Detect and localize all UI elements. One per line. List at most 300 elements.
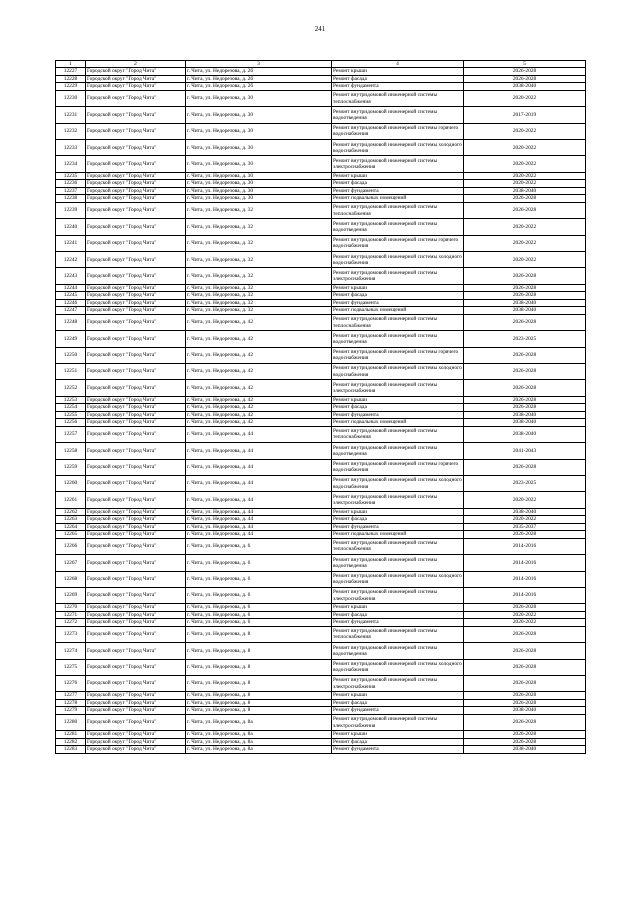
row-number-cell: 12258	[56, 443, 86, 459]
municipality-cell: Городской округ "Город Чита"	[86, 604, 186, 612]
period-cell: 2026-2028	[464, 699, 586, 707]
table-row	[56, 252, 586, 268]
period-cell: 2014-2016	[464, 571, 586, 587]
period-cell: 2026-2028	[464, 363, 586, 379]
table-row	[56, 516, 586, 524]
table-row	[56, 659, 586, 675]
period-cell: 2020-2022	[464, 219, 586, 235]
work-type-cell: Ремонт фундамента	[332, 707, 464, 715]
row-number-cell: 12283	[56, 746, 86, 754]
municipality-cell: Городской округ "Город Чита"	[86, 252, 186, 268]
work-type-cell: Ремонт внутридомовой инженерной системы электроснабжения	[332, 714, 464, 730]
work-type-cell: Ремонт внутридомовой инженерной системы горячего водоснабжения	[332, 347, 464, 363]
header-cell: 3	[186, 61, 332, 68]
period-cell: 2014-2016	[464, 555, 586, 571]
row-number-cell: 12270	[56, 604, 86, 612]
row-number-cell: 12255	[56, 411, 86, 419]
table-row	[56, 475, 586, 491]
municipality-cell: Городской округ "Город Чита"	[86, 475, 186, 491]
address-cell: г. Чита, ул. Недорезова, д. 44	[186, 459, 332, 475]
municipality-cell: Городской округ "Город Чита"	[86, 172, 186, 180]
period-cell: 2035-2037	[464, 523, 586, 531]
row-number-cell: 12227	[56, 68, 86, 76]
period-cell: 2038-2040	[464, 299, 586, 307]
row-number-cell: 12278	[56, 699, 86, 707]
municipality-cell: Городской округ "Город Чита"	[86, 380, 186, 396]
page-number: 241	[314, 25, 326, 33]
municipality-cell: Городской округ "Город Чита"	[86, 516, 186, 524]
table-row	[56, 626, 586, 642]
municipality-cell: Городской округ "Город Чита"	[86, 284, 186, 292]
work-type-cell: Ремонт фасада	[332, 292, 464, 300]
table-row	[56, 492, 586, 508]
work-type-cell: Ремонт фасада	[332, 180, 464, 188]
header-cell: 2	[86, 61, 186, 68]
row-number-cell: 12228	[56, 75, 86, 83]
address-cell: г. Чита, ул. Недорезова, д. 8	[186, 643, 332, 659]
address-cell: г. Чита, ул. Недорезова, д. 30	[186, 187, 332, 195]
address-cell: г. Чита, ул. Недорезова, д. 30	[186, 140, 332, 156]
header-cell: 5	[464, 61, 586, 68]
address-cell: г. Чита, ул. Недорезова, д. 2б	[186, 83, 332, 91]
address-cell: г. Чита, ул. Недорезова, д. 32	[186, 307, 332, 315]
work-type-cell: Ремонт внутридомовой инженерной системы водоотведения	[332, 555, 464, 571]
municipality-cell: Городской округ "Город Чита"	[86, 538, 186, 554]
table-row	[56, 707, 586, 715]
municipality-cell: Городской округ "Город Чита"	[86, 659, 186, 675]
address-cell: г. Чита, ул. Недорезова, д. 32	[186, 235, 332, 251]
work-type-cell: Ремонт внутридомовой инженерной системы электроснабжения	[332, 492, 464, 508]
work-type-cell: Ремонт фасада	[332, 699, 464, 707]
work-type-cell: Ремонт внутридомовой инженерной системы теплоснабжения	[332, 90, 464, 106]
table-row	[56, 508, 586, 516]
municipality-cell: Городской округ "Город Чита"	[86, 459, 186, 475]
table-row	[56, 523, 586, 531]
period-cell: 2038-2040	[464, 426, 586, 442]
row-number-cell: 12229	[56, 83, 86, 91]
work-type-cell: Ремонт крыши	[332, 731, 464, 739]
row-number-cell: 12282	[56, 738, 86, 746]
municipality-cell: Городской округ "Город Чита"	[86, 411, 186, 419]
table-row	[56, 314, 586, 330]
row-number-cell: 12230	[56, 90, 86, 106]
address-cell: г. Чита, ул. Недорезова, д. 8а	[186, 731, 332, 739]
address-cell: г. Чита, ул. Недорезова, д. 32	[186, 299, 332, 307]
row-number-cell: 12235	[56, 172, 86, 180]
municipality-cell: Городской округ "Город Чита"	[86, 419, 186, 427]
work-type-cell: Ремонт фундамента	[332, 523, 464, 531]
municipality-cell: Городской округ "Город Чита"	[86, 531, 186, 539]
table-row	[56, 404, 586, 412]
row-number-cell: 12256	[56, 419, 86, 427]
address-cell: г. Чита, ул. Недорезова, д. 44	[186, 426, 332, 442]
work-type-cell: Ремонт фундамента	[332, 411, 464, 419]
address-cell: г. Чита, ул. Недорезова, д. 8	[186, 692, 332, 700]
work-type-cell: Ремонт крыши	[332, 604, 464, 612]
municipality-cell: Городской округ "Город Чита"	[86, 219, 186, 235]
period-cell: 2026-2028	[464, 347, 586, 363]
work-type-cell: Ремонт внутридомовой инженерной системы горячего водоснабжения	[332, 459, 464, 475]
address-cell: г. Чита, ул. Недорезова, д. 42	[186, 396, 332, 404]
period-cell: 2020-2022	[464, 252, 586, 268]
address-cell: г. Чита, ул. Недорезова, д. 32	[186, 252, 332, 268]
table-row	[56, 746, 586, 754]
municipality-cell: Городской округ "Город Чита"	[86, 714, 186, 730]
work-type-cell: Ремонт внутридомовой инженерной системы теплоснабжения	[332, 538, 464, 554]
work-type-cell: Ремонт внутридомовой инженерной системы водоотведения	[332, 643, 464, 659]
period-cell: 2026-2028	[464, 531, 586, 539]
table-row	[56, 643, 586, 659]
period-cell: 2038-2040	[464, 419, 586, 427]
work-type-cell: Ремонт фундамента	[332, 299, 464, 307]
table-row	[56, 738, 586, 746]
address-cell: г. Чита, ул. Недорезова, д. 44	[186, 508, 332, 516]
row-number-cell: 12233	[56, 140, 86, 156]
address-cell: г. Чита, ул. Недорезова, д. 44	[186, 516, 332, 524]
work-type-cell: Ремонт подвальных помещений	[332, 307, 464, 315]
table-row	[56, 396, 586, 404]
row-number-cell: 12266	[56, 538, 86, 554]
period-cell: 2026-2028	[464, 731, 586, 739]
address-cell: г. Чита, ул. Недорезова, д. 44	[186, 443, 332, 459]
address-cell: г. Чита, ул. Недорезова, д. 6	[186, 611, 332, 619]
period-cell: 2020-2022	[464, 156, 586, 172]
table-row	[56, 411, 586, 419]
row-number-cell: 12276	[56, 675, 86, 691]
row-number-cell: 12250	[56, 347, 86, 363]
period-cell: 2026-2028	[464, 643, 586, 659]
address-cell: г. Чита, ул. Недорезова, д. 42	[186, 331, 332, 347]
work-type-cell: Ремонт фундамента	[332, 746, 464, 754]
period-cell: 2026-2028	[464, 714, 586, 730]
municipality-cell: Городской округ "Город Чита"	[86, 675, 186, 691]
address-cell: г. Чита, ул. Недорезова, д. 30	[186, 180, 332, 188]
address-cell: г. Чита, ул. Недорезова, д. 44	[186, 523, 332, 531]
table-row	[56, 426, 586, 442]
table-row	[56, 419, 586, 427]
period-cell: 2017-2019	[464, 107, 586, 123]
work-type-cell: Ремонт внутридомовой инженерной системы электроснабжения	[332, 156, 464, 172]
table-row	[56, 123, 586, 139]
table-row	[56, 555, 586, 571]
table-row	[56, 347, 586, 363]
work-type-cell: Ремонт внутридомовой инженерной системы холодного водоснабжения	[332, 475, 464, 491]
municipality-cell: Городской округ "Город Чита"	[86, 331, 186, 347]
row-number-cell: 12249	[56, 331, 86, 347]
municipality-cell: Городской округ "Город Чита"	[86, 307, 186, 315]
period-cell: 2026-2028	[464, 314, 586, 330]
period-cell: 2020-2022	[464, 140, 586, 156]
work-type-cell: Ремонт крыши	[332, 68, 464, 76]
address-cell: г. Чита, ул. Недорезова, д. 30	[186, 107, 332, 123]
period-cell: 2020-2022	[464, 492, 586, 508]
municipality-cell: Городской округ "Город Чита"	[86, 68, 186, 76]
table-row	[56, 331, 586, 347]
municipality-cell: Городской округ "Город Чита"	[86, 443, 186, 459]
municipality-cell: Городской округ "Город Чита"	[86, 738, 186, 746]
table-row	[56, 731, 586, 739]
work-type-cell: Ремонт фундамента	[332, 619, 464, 627]
table-row	[56, 619, 586, 627]
period-cell: 2026-2028	[464, 202, 586, 218]
work-type-cell: Ремонт внутридомовой инженерной системы водоотведения	[332, 331, 464, 347]
work-type-cell: Ремонт фасада	[332, 611, 464, 619]
row-number-cell: 12247	[56, 307, 86, 315]
row-number-cell: 12234	[56, 156, 86, 172]
period-cell: 2020-2022	[464, 516, 586, 524]
period-cell: 2020-2022	[464, 90, 586, 106]
municipality-cell: Городской округ "Город Чита"	[86, 187, 186, 195]
table-row	[56, 107, 586, 123]
row-number-cell: 12277	[56, 692, 86, 700]
period-cell: 2026-2028	[464, 380, 586, 396]
row-number-cell: 12271	[56, 611, 86, 619]
municipality-cell: Городской округ "Город Чита"	[86, 299, 186, 307]
municipality-cell: Городской округ "Город Чита"	[86, 523, 186, 531]
table-row	[56, 363, 586, 379]
period-cell: 2026-2028	[464, 284, 586, 292]
work-type-cell: Ремонт внутридомовой инженерной системы электроснабжения	[332, 587, 464, 603]
work-type-cell: Ремонт внутридомовой инженерной системы электроснабжения	[332, 675, 464, 691]
municipality-cell: Городской округ "Город Чита"	[86, 731, 186, 739]
table-row	[56, 443, 586, 459]
municipality-cell: Городской округ "Город Чита"	[86, 555, 186, 571]
work-type-cell: Ремонт фундамента	[332, 83, 464, 91]
address-cell: г. Чита, ул. Недорезова, д. 6	[186, 555, 332, 571]
row-number-cell: 12259	[56, 459, 86, 475]
work-type-cell: Ремонт фасада	[332, 75, 464, 83]
work-type-cell: Ремонт внутридомовой инженерной системы водоотведения	[332, 443, 464, 459]
row-number-cell: 12248	[56, 314, 86, 330]
work-type-cell: Ремонт подвальных помещений	[332, 195, 464, 203]
address-cell: г. Чита, ул. Недорезова, д. 44	[186, 475, 332, 491]
row-number-cell: 12265	[56, 531, 86, 539]
period-cell: 2026-2028	[464, 692, 586, 700]
work-type-cell: Ремонт фасада	[332, 404, 464, 412]
period-cell: 2026-2028	[464, 396, 586, 404]
period-cell: 2020-2022	[464, 180, 586, 188]
municipality-cell: Городской округ "Город Чита"	[86, 268, 186, 284]
municipality-cell: Городской округ "Город Чита"	[86, 746, 186, 754]
row-number-cell: 12269	[56, 587, 86, 603]
work-type-cell: Ремонт крыши	[332, 172, 464, 180]
table-row	[56, 538, 586, 554]
address-cell: г. Чита, ул. Недорезова, д. 30	[186, 172, 332, 180]
municipality-cell: Городской округ "Город Чита"	[86, 75, 186, 83]
work-type-cell: Ремонт крыши	[332, 396, 464, 404]
address-cell: г. Чита, ул. Недорезова, д. 6	[186, 538, 332, 554]
table-row	[56, 68, 586, 76]
row-number-cell: 12246	[56, 299, 86, 307]
table-row	[56, 156, 586, 172]
period-cell: 2014-2016	[464, 587, 586, 603]
table-row	[56, 268, 586, 284]
header-cell: 1	[56, 61, 86, 68]
municipality-cell: Городской округ "Город Чита"	[86, 363, 186, 379]
work-type-cell: Ремонт подвальных помещений	[332, 531, 464, 539]
address-cell: г. Чита, ул. Недорезова, д. 8	[186, 707, 332, 715]
period-cell: 2026-2028	[464, 604, 586, 612]
work-type-cell: Ремонт крыши	[332, 284, 464, 292]
row-number-cell: 12272	[56, 619, 86, 627]
municipality-cell: Городской округ "Город Чита"	[86, 180, 186, 188]
work-type-cell: Ремонт внутридомовой инженерной системы электроснабжения	[332, 268, 464, 284]
municipality-cell: Городской округ "Город Чита"	[86, 571, 186, 587]
row-number-cell: 12268	[56, 571, 86, 587]
address-cell: г. Чита, ул. Недорезова, д. 30	[186, 90, 332, 106]
row-number-cell: 12243	[56, 268, 86, 284]
address-cell: г. Чита, ул. Недорезова, д. 44	[186, 531, 332, 539]
work-type-cell: Ремонт внутридомовой инженерной системы холодного водоснабжения	[332, 659, 464, 675]
row-number-cell: 12239	[56, 202, 86, 218]
work-type-cell: Ремонт фундамента	[332, 187, 464, 195]
row-number-cell: 12281	[56, 731, 86, 739]
work-type-cell: Ремонт внутридомовой инженерной системы теплоснабжения	[332, 202, 464, 218]
work-type-cell: Ремонт крыши	[332, 692, 464, 700]
table-row	[56, 459, 586, 475]
row-number-cell: 12253	[56, 396, 86, 404]
address-cell: г. Чита, ул. Недорезова, д. 32	[186, 284, 332, 292]
row-number-cell: 12232	[56, 123, 86, 139]
work-type-cell: Ремонт внутридомовой инженерной системы холодного водоснабжения	[332, 571, 464, 587]
row-number-cell: 12263	[56, 516, 86, 524]
table-row	[56, 140, 586, 156]
work-type-cell: Ремонт внутридомовой инженерной системы электроснабжения	[332, 380, 464, 396]
period-cell: 2023-2025	[464, 331, 586, 347]
table-row	[56, 307, 586, 315]
period-cell: 2014-2016	[464, 538, 586, 554]
period-cell: 2023-2025	[464, 475, 586, 491]
row-number-cell: 12279	[56, 707, 86, 715]
row-number-cell: 12254	[56, 404, 86, 412]
work-type-cell: Ремонт крыши	[332, 508, 464, 516]
municipality-cell: Городской округ "Город Чита"	[86, 426, 186, 442]
address-cell: г. Чита, ул. Недорезова, д. 30	[186, 156, 332, 172]
period-cell: 2026-2028	[464, 75, 586, 83]
municipality-cell: Городской округ "Город Чита"	[86, 123, 186, 139]
municipality-cell: Городской округ "Город Чита"	[86, 83, 186, 91]
municipality-cell: Городской округ "Город Чита"	[86, 404, 186, 412]
table-row	[56, 611, 586, 619]
municipality-cell: Городской округ "Город Чита"	[86, 692, 186, 700]
municipality-cell: Городской округ "Город Чита"	[86, 587, 186, 603]
period-cell: 2038-2040	[464, 411, 586, 419]
work-type-cell: Ремонт внутридомовой инженерной системы теплоснабжения	[332, 626, 464, 642]
municipality-cell: Городской округ "Город Чита"	[86, 508, 186, 516]
municipality-cell: Городской округ "Город Чита"	[86, 202, 186, 218]
row-number-cell: 12238	[56, 195, 86, 203]
period-cell: 2026-2028	[464, 659, 586, 675]
address-cell: г. Чита, ул. Недорезова, д. 2б	[186, 75, 332, 83]
row-number-cell: 12257	[56, 426, 86, 442]
work-type-cell: Ремонт внутридомовой инженерной системы горячего водоснабжения	[332, 123, 464, 139]
row-number-cell: 12267	[56, 555, 86, 571]
period-cell: 2026-2028	[464, 268, 586, 284]
address-cell: г. Чита, ул. Недорезова, д. 8а	[186, 714, 332, 730]
table-row	[56, 83, 586, 91]
period-cell: 2038-2040	[464, 707, 586, 715]
work-type-cell: Ремонт внутридомовой инженерной системы водоотведения	[332, 219, 464, 235]
municipality-cell: Городской округ "Город Чита"	[86, 195, 186, 203]
period-cell: 2038-2040	[464, 83, 586, 91]
table-row	[56, 172, 586, 180]
municipality-cell: Городской округ "Город Чита"	[86, 707, 186, 715]
period-cell: 2020-2022	[464, 611, 586, 619]
address-cell: г. Чита, ул. Недорезова, д. 32	[186, 219, 332, 235]
municipality-cell: Городской округ "Город Чита"	[86, 314, 186, 330]
work-type-cell: Ремонт внутридомовой инженерной системы холодного водоснабжения	[332, 252, 464, 268]
table-row	[56, 75, 586, 83]
period-cell: 2026-2028	[464, 459, 586, 475]
table-body	[56, 68, 586, 753]
row-number-cell: 12241	[56, 235, 86, 251]
row-number-cell: 12231	[56, 107, 86, 123]
work-type-cell: Ремонт внутридомовой инженерной системы холодного водоснабжения	[332, 140, 464, 156]
table-row	[56, 587, 586, 603]
address-cell: г. Чита, ул. Недорезова, д. 42	[186, 347, 332, 363]
period-cell: 2020-2022	[464, 172, 586, 180]
row-number-cell: 12242	[56, 252, 86, 268]
table-row	[56, 90, 586, 106]
period-cell: 2020-2022	[464, 619, 586, 627]
row-number-cell: 12240	[56, 219, 86, 235]
table-row	[56, 235, 586, 251]
municipality-cell: Городской округ "Город Чита"	[86, 643, 186, 659]
table-row	[56, 284, 586, 292]
row-number-cell: 12244	[56, 284, 86, 292]
row-number-cell: 12251	[56, 363, 86, 379]
table-row	[56, 714, 586, 730]
municipality-cell: Городской округ "Город Чита"	[86, 611, 186, 619]
period-cell: 2026-2028	[464, 292, 586, 300]
address-cell: г. Чита, ул. Недорезова, д. 6	[186, 619, 332, 627]
period-cell: 2026-2028	[464, 675, 586, 691]
row-number-cell: 12273	[56, 626, 86, 642]
address-cell: г. Чита, ул. Недорезова, д. 32	[186, 292, 332, 300]
address-cell: г. Чита, ул. Недорезова, д. 6	[186, 604, 332, 612]
municipality-cell: Городской округ "Город Чита"	[86, 492, 186, 508]
work-type-cell: Ремонт фасада	[332, 516, 464, 524]
municipality-cell: Городской округ "Город Чита"	[86, 699, 186, 707]
period-cell: 2038-2040	[464, 508, 586, 516]
period-cell: 2041-2043	[464, 443, 586, 459]
work-type-cell: Ремонт фасада	[332, 738, 464, 746]
table-row	[56, 292, 586, 300]
address-cell: г. Чита, ул. Недорезова, д. 8а	[186, 738, 332, 746]
work-type-cell: Ремонт внутридомовой инженерной системы теплоснабжения	[332, 426, 464, 442]
address-cell: г. Чита, ул. Недорезова, д. 30	[186, 195, 332, 203]
table-row	[56, 692, 586, 700]
address-cell: г. Чита, ул. Недорезова, д. 42	[186, 314, 332, 330]
municipality-cell: Городской округ "Город Чита"	[86, 396, 186, 404]
table-row	[56, 219, 586, 235]
table-row	[56, 187, 586, 195]
period-cell: 2038-2040	[464, 746, 586, 754]
table-row	[56, 699, 586, 707]
row-number-cell: 12237	[56, 187, 86, 195]
table-row	[56, 571, 586, 587]
table-header	[56, 61, 586, 68]
work-type-cell: Ремонт внутридомовой инженерной системы горячего водоснабжения	[332, 235, 464, 251]
row-number-cell: 12262	[56, 508, 86, 516]
period-cell: 2026-2028	[464, 195, 586, 203]
municipality-cell: Городской округ "Город Чита"	[86, 140, 186, 156]
municipality-cell: Городской округ "Город Чита"	[86, 90, 186, 106]
work-type-cell: Ремонт подвальных помещений	[332, 419, 464, 427]
row-number-cell: 12252	[56, 380, 86, 396]
period-cell: 2038-2040	[464, 187, 586, 195]
municipality-cell: Городской округ "Город Чита"	[86, 235, 186, 251]
